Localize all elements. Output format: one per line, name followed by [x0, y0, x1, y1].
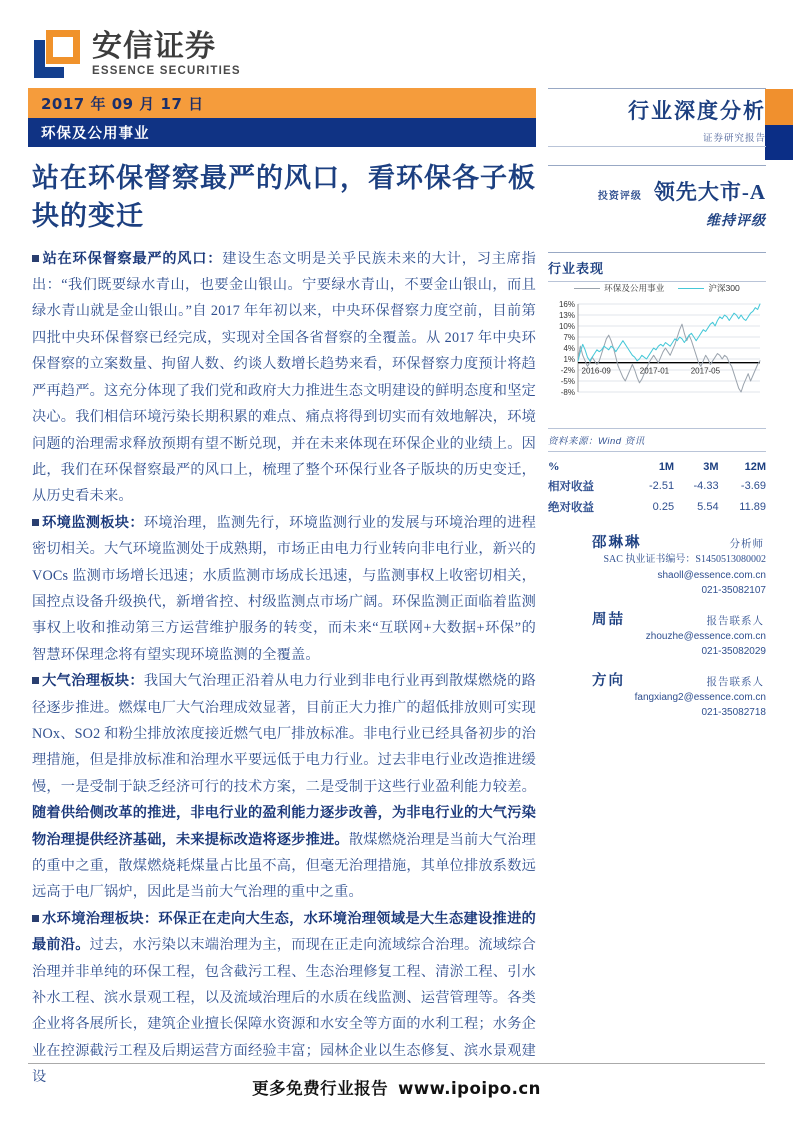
relative-1m: -2.51: [649, 479, 675, 492]
section-intro-heading: 站在环保督察最严的风口：: [42, 250, 223, 267]
contact-role: 报告联系人: [706, 615, 764, 627]
performance-line-chart-svg: [548, 300, 766, 418]
square-bullet-icon: [32, 519, 39, 526]
contact-role: 报告联系人: [706, 676, 764, 688]
section-monitoring: [32, 510, 536, 668]
section-monitoring-body: 环境治理，监测先行，环境监测行业的发展与环境治理的进程密切相关。大气环境监测处于成熟期，市场正由电力行业转向非电行业，新兴的 VOCs 监测市场增长迅速；水质监测市场成长迅速，与监测事权上收密切相关，国控点设备升级换代，新增省控、村级监测点市场广阔。环保监测正面临着监测事权上收和推动第三方运营维护服务的转变，而未来“互联网+大数据+环保”的智慧环保理念将有望实现环境监测的全覆盖。: [32, 514, 537, 663]
chart-source-label: 资料来源：: [548, 437, 599, 447]
absolute-3m: 5.54: [697, 500, 719, 513]
sector-name: 环保及公用事业: [41, 126, 150, 142]
section-air-heading: 大气治理板块：: [42, 673, 144, 690]
chart-source-value: Wind 资讯: [598, 436, 645, 447]
col-header-2: 3M: [703, 460, 719, 473]
contact-name: 方向: [592, 672, 625, 689]
svg-text:10%: 10%: [558, 322, 575, 332]
industry-performance-title: 行业表现: [548, 261, 605, 276]
logo-english-name: ESSENCE SECURITIES: [92, 64, 241, 77]
row-label-absolute: 绝对收益: [548, 501, 594, 514]
contact-2: [548, 669, 766, 721]
footer-url[interactable]: www.ipoipo.cn: [398, 1079, 541, 1098]
date-bar: [28, 88, 536, 118]
table-row: [548, 496, 766, 517]
footer: [0, 1075, 793, 1099]
col-header-1: 1M: [658, 460, 675, 473]
svg-text:2016-09: 2016-09: [581, 366, 611, 376]
chart-source: [548, 429, 766, 447]
section-water-body-bold: 环保正在走向大生态，水环境治理领域是大生态建设推进的最前沿。: [32, 910, 536, 954]
relative-12m: -3.69: [740, 479, 766, 492]
svg-text:-5%: -5%: [560, 377, 575, 387]
logo-mark-icon: [32, 28, 84, 80]
square-bullet-icon: [32, 915, 39, 922]
svg-text:-2%: -2%: [560, 366, 575, 376]
left-column: [28, 88, 536, 1091]
section-air: [32, 668, 536, 906]
analyst-primary: [548, 531, 766, 599]
relative-3m: -4.33: [693, 479, 719, 492]
report-date: 2017 年 09 月 17 日: [41, 94, 204, 113]
legend-line-icon: [574, 288, 600, 289]
contact-name: 周喆: [592, 611, 625, 628]
analyst-contacts: [548, 531, 766, 721]
footer-text: 更多免费行业报告: [252, 1079, 389, 1098]
table-header-row: [548, 458, 766, 475]
sector-bar: [28, 118, 536, 147]
edge-accent-orange: [765, 89, 793, 125]
svg-text:-8%: -8%: [560, 388, 575, 398]
legend-item-index: [678, 282, 740, 294]
section-air-body-bold: 随着供给侧改革的推进，非电行业的盈利能力逐步改善，为非电行业的大气污染物治理提供经济基础，未来提标改造将逐步推进。: [32, 805, 536, 848]
rating-label: 投资评级: [597, 191, 642, 202]
legend-label-index: 沪深300: [708, 283, 740, 293]
analyst-name: 邵琳琳: [592, 535, 642, 551]
svg-text:2017-05: 2017-05: [690, 366, 721, 376]
absolute-1m: 0.25: [652, 500, 675, 513]
industry-performance-chart: [548, 300, 766, 428]
svg-text:2017-01: 2017-01: [639, 366, 670, 376]
square-bullet-icon: [32, 255, 39, 262]
edge-accent-blue: [765, 125, 793, 160]
footer-divider: [28, 1063, 765, 1064]
section-intro: [32, 246, 536, 510]
col-header-0: %: [548, 460, 560, 473]
section-air-body-1: 我国大气治理正沿着从电力行业到非电行业再到散煤燃烧的路径逐步推进。燃煤电厂大气治理成效显著，目前正大力推广的超低排放则可实现 NOx、SO2 和粉尘排放浓度接近燃气电厂排放标准。非电行业已经具备初步的治理措施，但是排放标准和治理水平要远低于电力行业。过去非电行业改造推进缓慢，一是受制于缺乏经济可行的技术方案，二是受制于这些行业盈利能力较差。: [32, 673, 537, 795]
section-water-body: 过去，水污染以末端治理为主，而现在正走向流域综合治理。流域综合治理并非单纯的环保工程，包含截污工程、生态治理修复工程、清淤工程、引水补水工程、滨水景观工程，以及流域治理后的水质在线监测、运营管理等。各类企业将各展所长，建筑企业擅长保障水资源和水安全等方面的水利工程；水务企业在控源截污工程及后期运营方面经验丰富；园林企业以生态修复、滨水景观建设: [32, 937, 536, 1086]
page-title: 站在环保督察最严的风口，看环保各子板块的变迁: [32, 163, 536, 232]
analyst-sac: SAC 执业证书编号：S1450513080002: [603, 554, 766, 565]
rating-maintain: 维持评级: [706, 214, 766, 229]
contact-1: [548, 608, 766, 660]
legend-item-sector: [574, 282, 664, 294]
contact-email[interactable]: fangxiang2@essence.com.cn: [634, 691, 766, 703]
logo-chinese-name: 安信证券: [92, 29, 216, 65]
report-body: [28, 246, 536, 1091]
svg-text:13%: 13%: [558, 311, 575, 321]
svg-text:1%: 1%: [563, 355, 575, 365]
section-intro-body: 建设生态文明是关乎民族未来的大计，习主席指出：“我们既要绿水青山，也要金山银山。宁要绿水青山，不要金山银山，而且绿水青山就是金山银山。”自 2017 年年初以来，中央环保督察力度空前，目前第四批中央环保督察已经完成，实现对全国各省督察的全覆盖。从 2017 年中央环保督察的立案数量、拘留人数、约谈人数增长趋势来看，环保督察力度预计将趋严再趋严。这充分体现了我们党和政府大力推进生态文明建设的鲜明态度和坚定决心。我们相信环境污染长期积累的难点、痛点将得到切实而有效地解决，环境问题的治理需求释放预期有望不断兑现，并在未来体现在环保企业的业绩上。因此，我们在环保督察最严的风口上，梳理了整个环保行业各子版块的历史变迁，从历史看未来。: [32, 250, 536, 505]
analyst-role: 分析师: [729, 539, 764, 550]
contact-phone: 021-35082029: [701, 646, 766, 657]
svg-text:4%: 4%: [563, 344, 575, 354]
divider: [548, 451, 766, 452]
section-air-body-2: 散煤燃烧治理是当前大气治理的重中之重，散煤燃烧耗煤量占比虽不高，但毫无治理措施，其单位排放系数远远高于电厂锅炉，因此是当前大气治理的重中之重。: [32, 831, 536, 901]
right-column: [548, 88, 766, 730]
square-bullet-icon: [32, 677, 39, 684]
analyst-email[interactable]: shaoll@essence.com.cn: [657, 569, 766, 581]
analyst-phone: 021-35082107: [701, 585, 766, 596]
report-kind: 证券研究报告: [702, 134, 766, 144]
company-logo: [32, 28, 241, 80]
section-monitoring-heading: 环境监测板块：: [42, 514, 144, 531]
rating-block: [548, 166, 766, 238]
table-row: [548, 475, 766, 496]
col-header-3: 12M: [744, 460, 766, 473]
absolute-12m: 11.89: [739, 500, 766, 513]
section-water-heading: 水环境治理板块：: [42, 910, 159, 927]
svg-text:7%: 7%: [563, 333, 575, 343]
legend-label-sector: 环保及公用事业: [604, 283, 665, 293]
legend-line-icon: [678, 288, 704, 289]
contact-email[interactable]: zhouzhe@essence.com.cn: [645, 630, 766, 642]
contact-phone: 021-35082718: [701, 707, 766, 718]
rating-value: 领先大市-A: [653, 180, 766, 204]
chart-legend: [548, 282, 766, 296]
row-label-relative: 相对收益: [548, 480, 594, 493]
report-type: 行业深度分析: [628, 99, 766, 123]
svg-text:16%: 16%: [558, 300, 575, 310]
report-type-block: [548, 89, 766, 146]
performance-table: [548, 458, 766, 517]
